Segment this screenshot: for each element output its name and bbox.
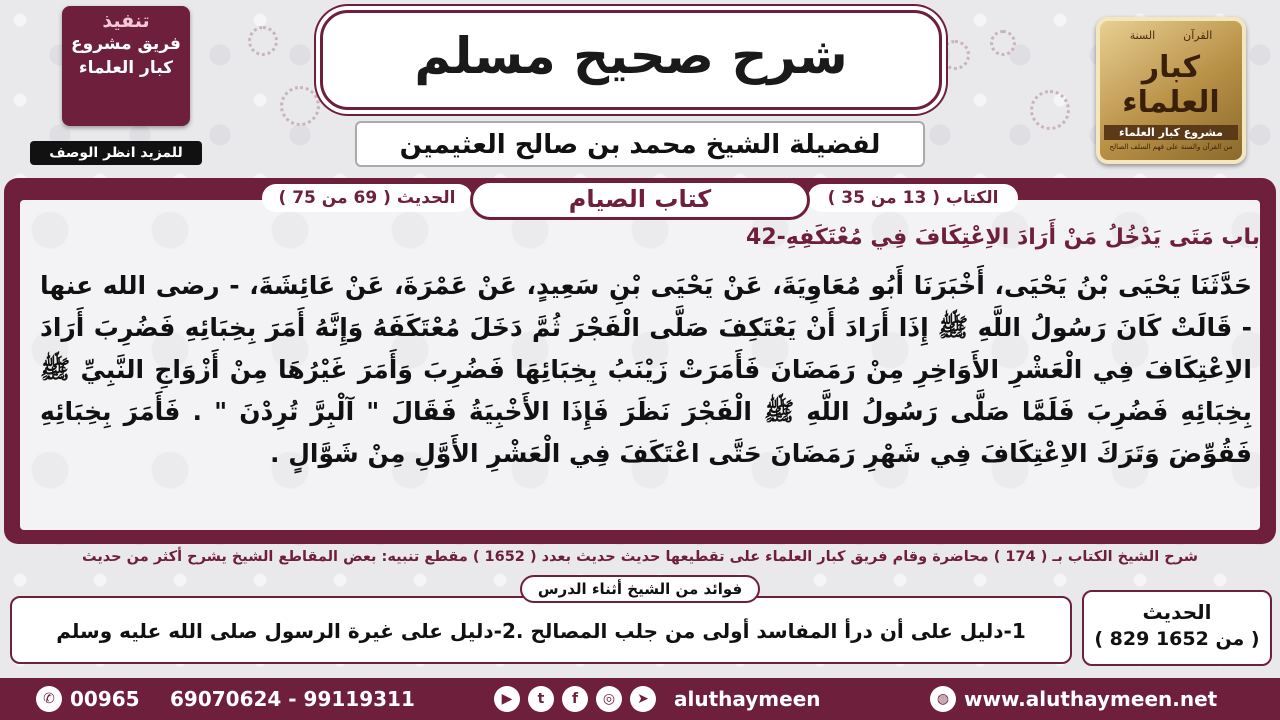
ornament-decoration: [940, 40, 970, 70]
bab-title: 42-باب مَتَى يَدْخُلُ مَنْ أَرَادَ الاِعْتِكَافَ فِي مُعْتَكَفِهِ: [746, 225, 1260, 250]
logo-tagline: من القرآن والسنة على فهم السلف الصالح: [1109, 143, 1233, 151]
twitter-icon[interactable]: t: [528, 686, 554, 712]
ornament-decoration: [280, 86, 320, 126]
website-link[interactable]: [930, 678, 1217, 720]
whatsapp-contact[interactable]: [36, 678, 140, 720]
globe-icon: ◍: [930, 686, 956, 712]
social-links: [494, 678, 821, 720]
website-url: www.aluthaymeen.net: [964, 687, 1218, 711]
logo: [1096, 17, 1246, 164]
instagram-icon[interactable]: ◎: [596, 686, 622, 712]
sheikh-name: لفضيلة الشيخ محمد بن صالح العثيمين: [355, 121, 925, 167]
hadith-number-value: ( 829 من 1652 ): [1094, 628, 1260, 650]
telegram-icon[interactable]: ➤: [630, 686, 656, 712]
youtube-icon[interactable]: ▶: [494, 686, 520, 712]
ornament-decoration: [1030, 90, 1070, 130]
hadith-counter: الحديث ( 69 من 75 ): [262, 184, 472, 212]
logo-quran: القرآن: [1183, 29, 1213, 42]
footer-bar: [0, 678, 1280, 720]
benefits-box: 1-دليل على أن درأ المفاسد أولى من جلب المصالح .2-دليل على غيرة الرسول صلى الله عليه وسلم: [10, 596, 1072, 664]
team-badge-line3: كبار العلماء: [78, 58, 174, 78]
hadith-text: حَدَّثَنَا يَحْيَى بْنُ يَحْيَى، أَخْبَرَنَا أَبُو مُعَاوِيَةَ، عَنْ يَحْيَى بْنِ سَعِيدٍ، عَنْ عَمْرَةَ، عَنْ عَائِشَةَ، - رضى الله عنها - قَالَتْ كَانَ رَسُولُ اللَّهِ ﷺ إِذَا أَرَادَ أَنْ يَعْتَكِفَ صَلَّى الْفَجْرَ ثُمَّ دَخَلَ مُعْتَكَفَهُ وَإِنَّهُ أَمَرَ بِخِبَائِهِ فَضُرِبَ أَرَادَ الاِعْتِكَافَ فِي الْعَشْرِ الأَوَاخِرِ مِنْ رَمَضَانَ فَأَمَرَتْ زَيْنَبُ بِخِبَائِهَا فَضُرِبَ وَأَمَرَ غَيْرُهَا مِنْ أَزْوَاجِ النَّبِيِّ ﷺ بِخِبَائِهِ فَضُرِبَ فَلَمَّا صَلَّى رَسُولُ اللَّهِ ﷺ الْفَجْرَ نَظَرَ فَإِذَا الأَخْبِيَةُ فَقَالَ " آلْبِرَّ تُرِدْنَ " . فَأَمَرَ بِخِبَائِهِ فَقُوِّضَ وَتَرَكَ الاِعْتِكَافَ فِي شَهْرِ رَمَضَانَ حَتَّى اعْتَكَفَ فِي الْعَشْرِ الأَوَّلِ مِنْ شَوَّالٍ .: [40, 271, 1252, 468]
logo-name: كبار العلماء: [1122, 50, 1220, 120]
benefits-label: فوائد من الشيخ أثناء الدرس: [520, 575, 760, 603]
social-handle: aluthaymeen: [674, 687, 821, 711]
logo-sunnah: السنة: [1129, 29, 1156, 42]
page-title: شرح صحيح مسلم: [414, 27, 848, 85]
hadith-number-label: الحديث: [1142, 600, 1212, 624]
hadith-number-box: [1082, 590, 1272, 666]
phone-numbers: 69070624 - 99119311: [170, 687, 415, 711]
more-info-label: للمزيد انظر الوصف: [30, 141, 202, 165]
phone-prefix: 00965: [70, 687, 140, 711]
logo-project: مشروع كبار العلماء: [1104, 125, 1238, 140]
ornament-decoration: [990, 30, 1016, 56]
team-badge-line1: تنفيذ: [102, 10, 150, 32]
book-counter: الكتاب ( 13 من 35 ): [808, 184, 1018, 212]
info-line: شرح الشيخ الكتاب بـ ( 174 ) محاضرة وقام فريق كبار العلماء على تقطيعها حديث حديث بعدد ( 1652 ) مقطع تنبيه: بعض المقاطع الشيخ يشرح أكثر من حديث: [82, 549, 1198, 565]
facebook-icon[interactable]: f: [562, 686, 588, 712]
chapter-title: كتاب الصيام: [470, 180, 810, 220]
team-badge: [62, 6, 190, 126]
title-frame: [320, 10, 942, 110]
team-badge-line2: فريق مشروع: [71, 34, 181, 54]
ornament-decoration: [248, 26, 278, 56]
whatsapp-icon: ✆: [36, 686, 62, 712]
